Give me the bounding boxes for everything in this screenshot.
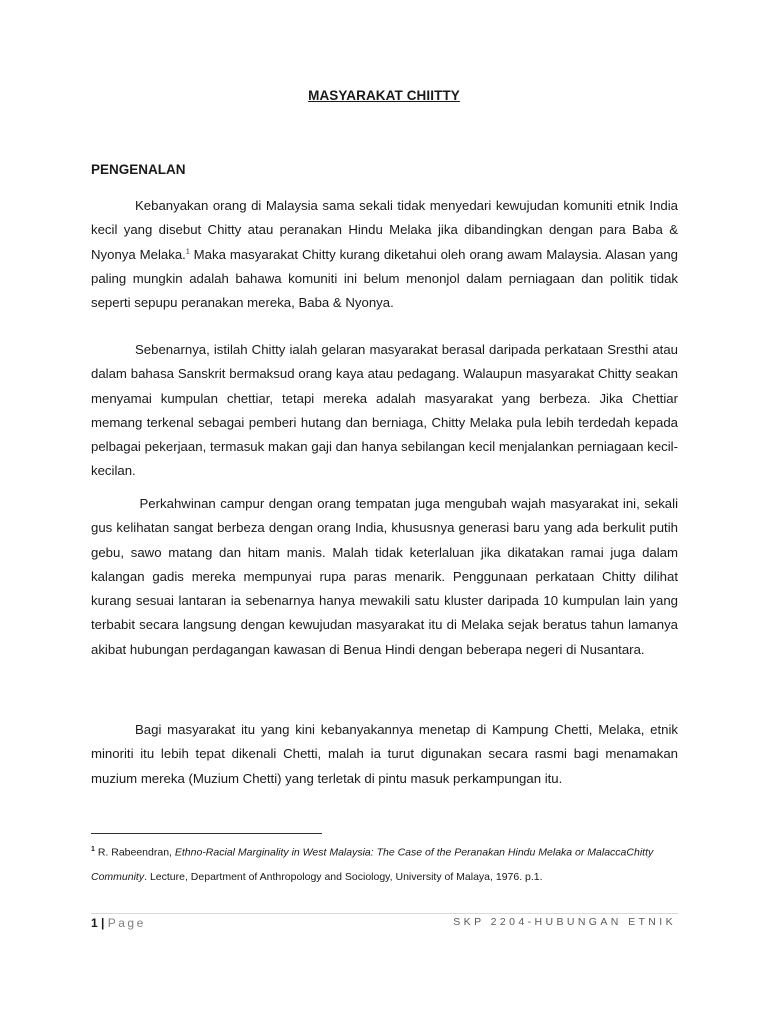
page-number: 1	[91, 916, 98, 930]
section-heading: PENGENALAN	[91, 162, 186, 177]
paragraph-1-text-a: Kebanyakan orang di Malaysia sama sekali tidak menyedari kewujudan komuniti etnik India kecil yang disebut Chitty atau peranakan Hindu Melaka jika dibandingkan dengan para Baba & Nyonya Melaka.	[91, 198, 678, 262]
paragraph-4	[91, 718, 678, 791]
page-separator: |	[97, 916, 108, 930]
paragraph-1-text-b: Maka masyarakat Chitty kurang diketahui oleh orang awam Malaysia. Alasan yang paling mungkin adalah bahawa komuniti ini belum menonjol dalam perniagaan dan politik tidak seperti sepupu peranakan mereka, Baba & Nyonya.	[91, 246, 678, 311]
course-code: SKP 2204-HUBUNGAN ETNIK	[453, 916, 676, 928]
paragraph-4-text: Bagi masyarakat itu yang kini kebanyakannya menetap di Kampung Chetti, Melaka, etnik minoriti itu lebih tepat dikenali Chetti, malah ia turut digunakan secara rasmi bagi menamakan muzium mereka (Muzium Chetti) yang terletak di pintu masuk perkampungan itu.	[91, 722, 678, 786]
footnote-details: . Lecture, Department of Anthropology and Sociology, University of Malaya, 1976. p.1.	[144, 870, 543, 883]
footer-divider	[91, 913, 678, 914]
paragraph-3	[91, 492, 678, 662]
paragraph-1	[91, 194, 678, 315]
footnote-marker: 1	[91, 846, 95, 853]
footnote-reference[interactable]: 1	[185, 248, 190, 256]
page-word: Page	[107, 916, 146, 930]
footnote-divider	[91, 833, 322, 834]
paragraph-2	[91, 338, 678, 484]
footnote-work-title: Ethno-Racial Marginality in West Malaysia: The Case of the Peranakan Hindu Melaka or MalaccaChitty Community	[91, 846, 654, 883]
page-number-label	[91, 916, 146, 930]
footnote-author: R. Rabeendran,	[94, 846, 175, 859]
paragraph-3-text: Perkahwinan campur dengan orang tempatan juga mengubah wajah masyarakat ini, sekali gus kelihatan sangat berbeza dengan orang India, khususnya generasi baru yang ada berkulit putih gebu, sawo matang dan hitam manis. Malah tidak keterlaluan jika dikatakan ramai juga dalam kalangan gadis mereka mempunyai rupa paras menarik. Penggunaan perkataan Chitty dilihat kurang sesuai lantaran ia sebenarnya hanya mewakili satu kluster daripada 10 kumpulan lain yang terbabit secara langsung dengan kewujudan masyarakat itu di Melaka sejak beratus tahun lamanya akibat hubungan perdagangan kawasan di Benua Hindi dengan beberapa negeri di Nusantara.	[91, 496, 678, 657]
document-title: MASYARAKAT CHIITTY	[308, 88, 460, 103]
paragraph-2-text: Sebenarnya, istilah Chitty ialah gelaran masyarakat berasal daripada perkataan Sresthi atau dalam bahasa Sanskrit bermaksud orang kaya atau pedagang. Walaupun masyarakat Chitty seakan menyamai kumpulan chettiar, tetapi mereka adalah masyarakat yang berbeza. Jika Chettiar memang terkenal sebagai pemberi hutang dan berniaga, Chitty Melaka pula lebih terdedah kepada pelbagai pekerjaan, termasuk makan gaji dan hanya sebilangan kecil menjalankan perniagaan kecil-kecilan.	[91, 342, 678, 479]
footnote	[91, 838, 681, 889]
